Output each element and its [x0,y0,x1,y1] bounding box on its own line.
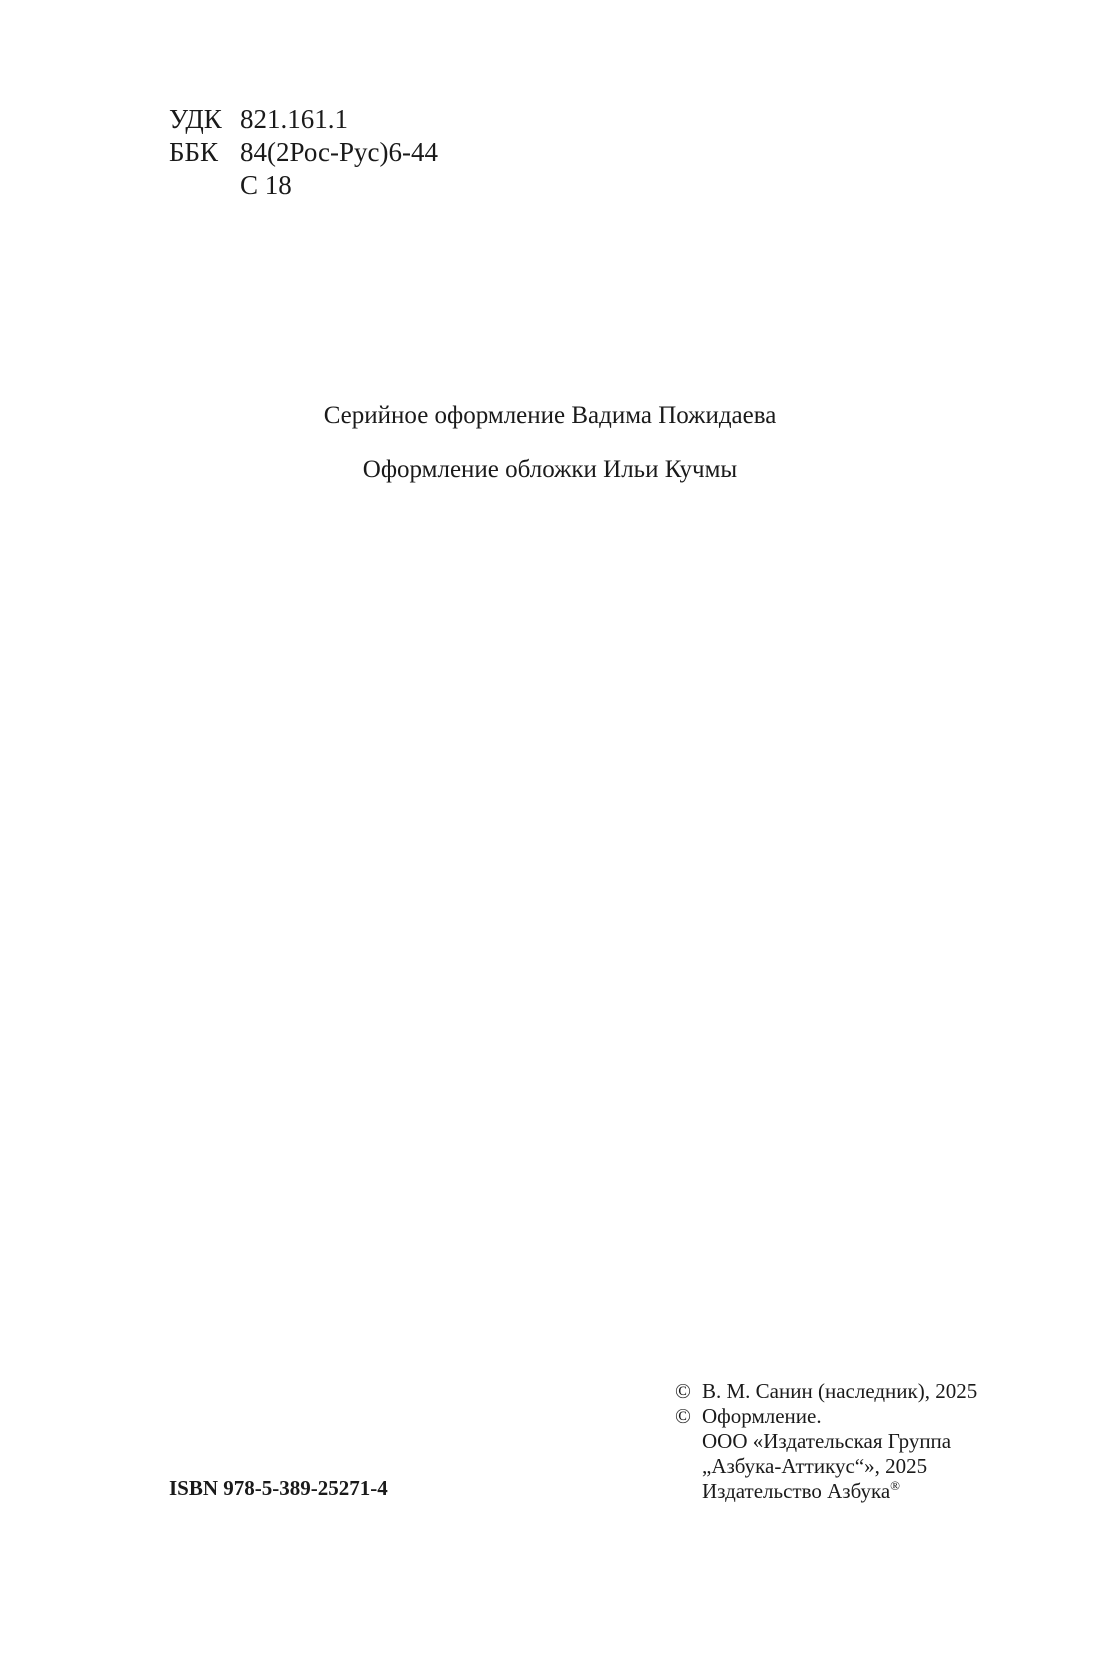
copyright-publisher-text: ООО «Издательская Группа [702,1429,952,1453]
bbk-row [169,136,438,169]
udk-label: УДК [169,104,222,134]
udk-value: 821.161.1 [240,104,348,134]
copyright-line-author [675,1379,977,1404]
author-mark-spacer [169,169,240,202]
copyright-line-publisher [675,1429,977,1454]
cover-design-credit: Оформление обложки Ильи Кучмы [362,456,738,483]
imprint-name: Издательство Азбука [702,1479,891,1503]
registered-mark: ® [890,1478,901,1493]
bbk-value: 84(2Рос-Рус)6-44 [240,137,438,167]
copyright-line-design [675,1404,977,1429]
copyright-symbol: © [675,1404,691,1428]
copyright-block [675,1379,977,1504]
bbk-label: ББК [169,137,219,167]
copyright-publisher-name: „Азбука-Аттикус“», 2025 [702,1454,928,1478]
copyright-design-text: Оформление. [702,1404,822,1428]
copyright-line-publisher-name [675,1454,977,1479]
copyright-symbol: © [675,1379,691,1403]
series-design-credit: Серийное оформление Вадима Пожидаева [323,402,777,429]
author-mark: С 18 [240,170,292,200]
copyright-line-imprint [675,1479,977,1504]
copyright-imprint [702,1479,900,1504]
author-mark-row [169,169,438,202]
classification-block [169,103,438,202]
udk-row [169,103,438,136]
isbn: ISBN 978-5-389-25271-4 [169,1476,388,1500]
copyright-author-text: В. М. Санин (наследник), 2025 [702,1379,978,1403]
